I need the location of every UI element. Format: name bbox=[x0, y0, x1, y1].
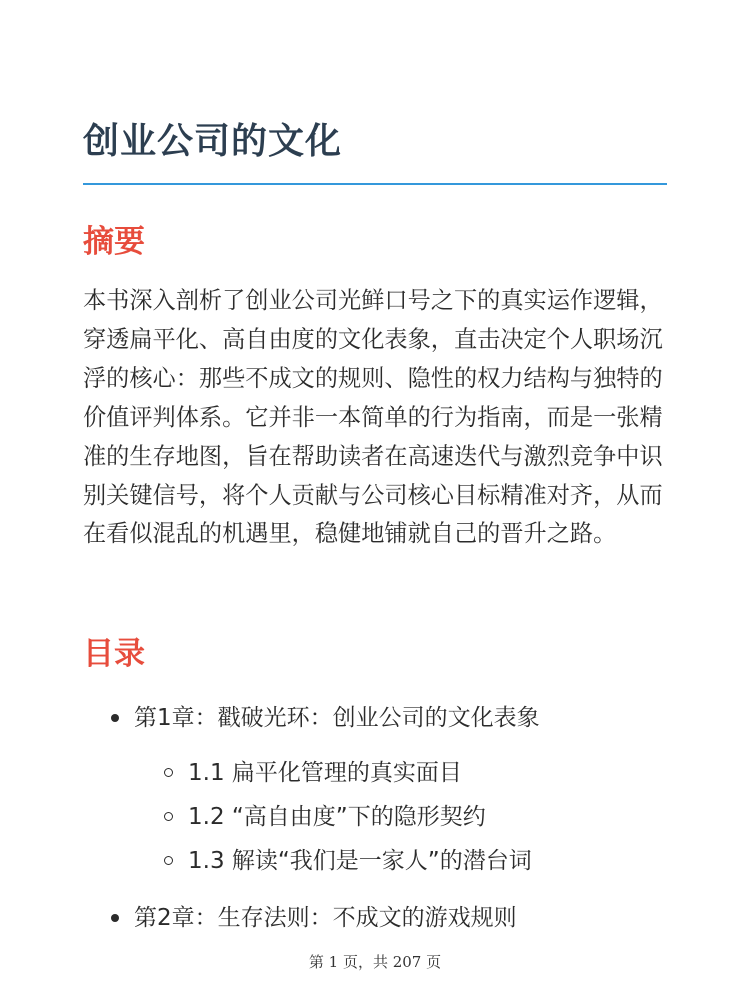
toc-item-label: 1.1 扁平化管理的真实面目 bbox=[188, 760, 462, 786]
document-title: 创业公司的文化 bbox=[83, 121, 343, 162]
title-divider bbox=[83, 183, 667, 185]
bullet-circle-icon bbox=[164, 768, 173, 777]
toc-item-label: 第1章：戳破光环：创业公司的文化表象 bbox=[134, 705, 540, 731]
abstract-heading: 摘要 bbox=[83, 224, 145, 260]
bullet-circle-icon bbox=[164, 856, 173, 865]
toc-item-section-1-2[interactable] bbox=[188, 801, 486, 833]
toc-item-section-1-3[interactable] bbox=[188, 845, 532, 877]
toc-item-label: 第2章：生存法则：不成文的游戏规则 bbox=[134, 905, 517, 931]
abstract-text: 本书深入剖析了创业公司光鲜口号之下的真实运作逻辑，穿透扁平化、高自由度的文化表象，直击决定个人职场沉浮的核心：那些不成文的规则、隐性的权力结构与独特的价值评判体系。它并非一本简单的行为指南，而是一张精准的生存地图，旨在帮助读者在高速迭代与激烈竞争中识别关键信号，将个人贡献与公司核心目标精准对齐，从而在看似混乱的机遇里，稳健地铺就自己的晋升之路。 bbox=[83, 287, 663, 548]
toc-item-section-1-1[interactable] bbox=[188, 757, 462, 789]
page-number-footer: 第 1 页，共 207 页 bbox=[308, 953, 442, 971]
bullet-dot-icon bbox=[111, 714, 119, 722]
toc-heading: 目录 bbox=[83, 636, 145, 672]
toc-item-label: 1.2 “高自由度”下的隐形契约 bbox=[188, 804, 486, 830]
toc-item-label: 1.3 解读“我们是一家人”的潜台词 bbox=[188, 848, 532, 874]
toc-item-chapter-2[interactable] bbox=[134, 902, 517, 934]
bullet-circle-icon bbox=[164, 812, 173, 821]
toc-item-chapter-1[interactable] bbox=[134, 702, 540, 734]
bullet-dot-icon bbox=[111, 914, 119, 922]
